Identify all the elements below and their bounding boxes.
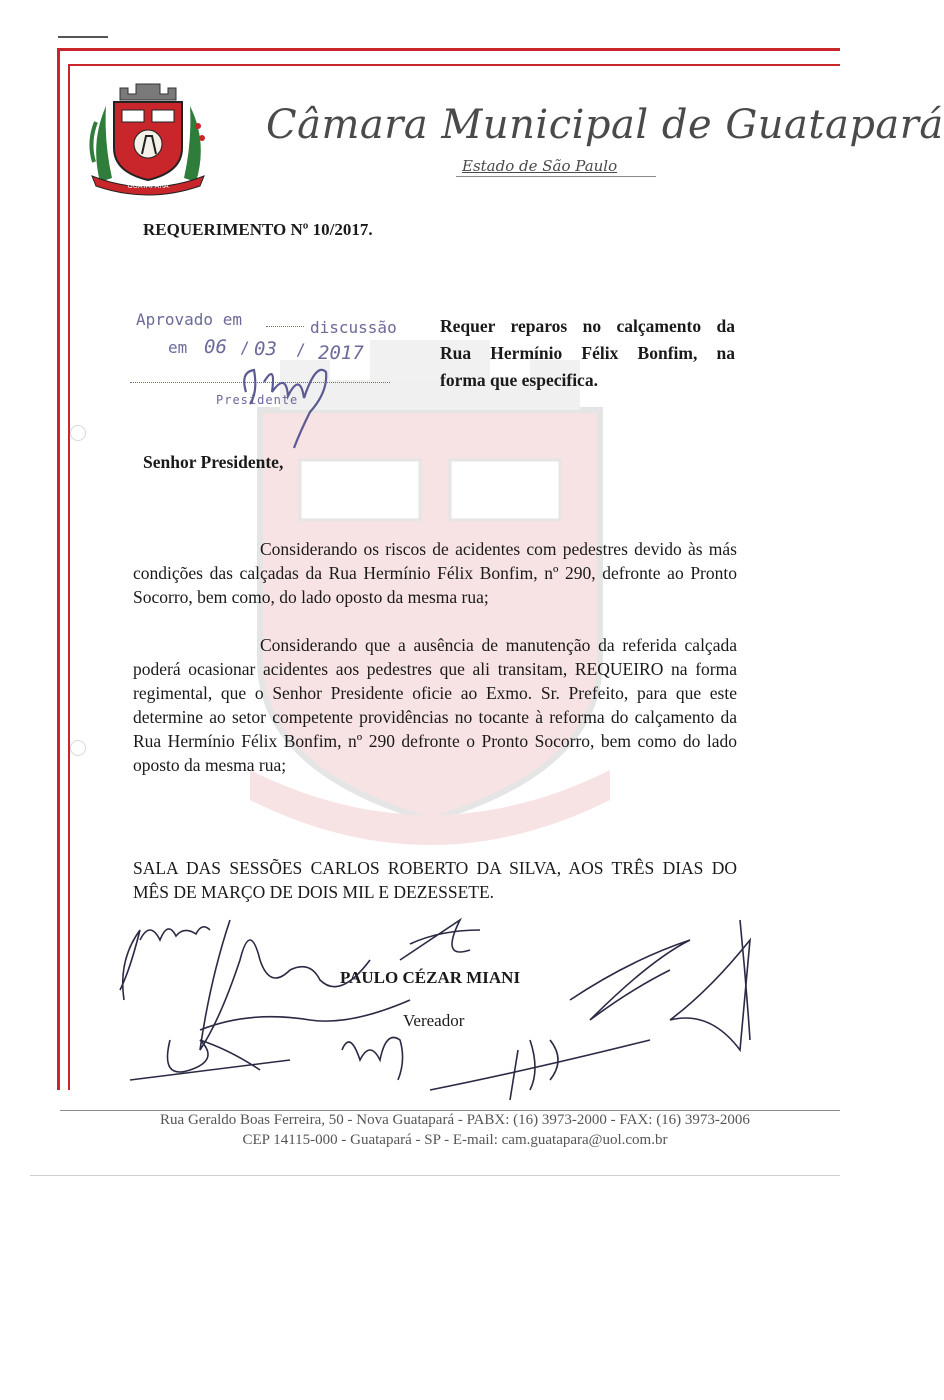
ementa-line-2: Rua Hermínio Félix Bonfim, na (440, 343, 735, 363)
frame-left-line-inner (68, 64, 70, 1090)
footer-rule (60, 1110, 840, 1111)
scan-top-mark (58, 36, 108, 38)
letterhead-title: Câmara Municipal de Guatapará (266, 102, 944, 148)
councillor-signatures (110, 900, 800, 1100)
footer-contact: CEP 14115-000 - Guatapará - SP - E-mail: cam.guatapara@uol.com.br (242, 1132, 668, 1148)
salutation: Senhor Presidente, (143, 452, 284, 472)
footer-address: Rua Geraldo Boas Ferreira, 50 - Nova Guatapará - PABX: (16) 3973-2000 - FAX: (16) 3973-2006 (160, 1112, 750, 1128)
approval-stamp-month: 03 (254, 338, 277, 360)
approval-stamp-role: Presidente (216, 393, 299, 407)
stamp-dots-1 (266, 326, 304, 327)
document-number: REQUERIMENTO Nº 10/2017. (143, 220, 373, 239)
letterhead-subtitle: Estado de São Paulo (462, 157, 618, 175)
scan-bottom-rule (30, 1175, 840, 1176)
stamp-slash-2: / (296, 340, 306, 359)
signer-name: PAULO CÉZAR MIANI (340, 968, 521, 987)
crest-banner-text: GUATAPARÁ (127, 182, 169, 190)
paragraph-2: Considerando que a ausência de manutenção da referida calçada poderá ocasionar acidentes aos pedestres que ali transitam, REQUEIRO na forma regimental, que o Senhor Presidente oficie ao Exmo. Sr. Prefeito, para que este determine ao setor competente providências no tocante à reforma do calçamento da Rua Hermínio Félix Bonfim, nº 290 defronte o Pronto Socorro, bem como do lado oposto da mesma rua; (133, 635, 737, 775)
approval-stamp-line1-right: discussão (310, 318, 397, 337)
stamp-slash-1: / (240, 338, 250, 357)
subtitle-rule (456, 176, 656, 177)
signer-role: Vereador (403, 1011, 465, 1030)
approval-stamp-year: 2017 (318, 342, 364, 364)
approval-stamp-day: 06 (204, 336, 227, 358)
approval-stamp-em: em (168, 338, 188, 357)
paragraph-1: Considerando os riscos de acidentes com pedestres devido às más condições das calçadas da Rua Hermínio Félix Bonfim, nº 290, defronte ao Pronto Socorro, bem como, do lado oposto da mesma rua; (133, 539, 737, 607)
frame-left-line (57, 48, 60, 1090)
ementa-line-3: forma que especifica. (440, 370, 598, 390)
approval-stamp-line1-left: Aprovado em (136, 310, 242, 329)
punch-hole-2 (70, 740, 86, 756)
frame-top-line-inner (68, 64, 840, 66)
punch-hole-1 (70, 425, 86, 441)
president-signature (236, 352, 346, 452)
frame-top-line (57, 48, 840, 51)
municipal-crest (86, 82, 210, 192)
closing-statement: SALA DAS SESSÕES CARLOS ROBERTO DA SILVA, AOS TRÊS DIAS DO MÊS DE MARÇO DE DOIS MIL E DEZESSETE. (133, 858, 737, 902)
ementa-line-1: Requer reparos no calçamento da (440, 316, 735, 336)
